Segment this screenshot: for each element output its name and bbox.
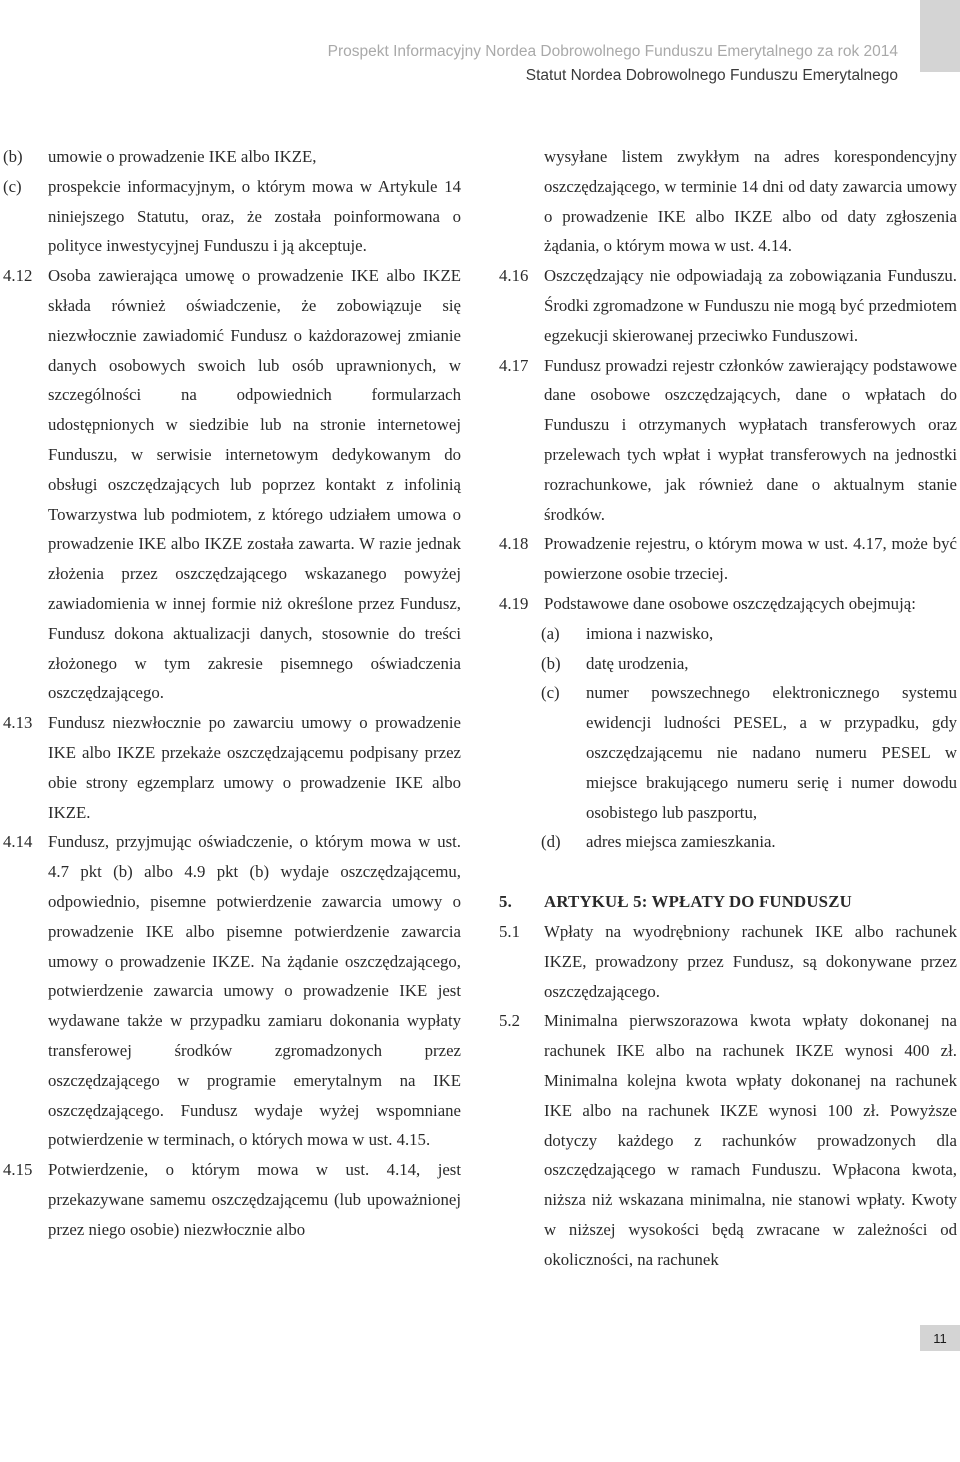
paragraph-4-18	[499, 529, 957, 589]
paragraph-number: 5.1	[499, 921, 520, 941]
paragraph-4-12	[3, 261, 461, 708]
page-number: 11	[920, 1325, 960, 1351]
paragraph-4-14	[3, 827, 461, 1155]
paragraph-text: Potwierdzenie, o którym mowa w ust. 4.14, jest przekazywane samemu oszczędzającemu (lub upoważnionej przez niego osobie) niezwłocznie albo	[48, 1160, 461, 1239]
list-text: prospekcie informacyjnym, o którym mowa w Artykule 14 niniejszego Statutu, oraz, że została poinformowana o polityce inwestycyjnej Funduszu i ją akceptuje.	[48, 176, 461, 256]
paragraph-text: Prowadzenie rejestru, o którym mowa w ust. 4.17, może być powierzone osobie trzeciej.	[544, 534, 957, 584]
paragraph-number: 4.18	[499, 534, 529, 554]
paragraph-number: 4.14	[3, 832, 33, 852]
list-letter: (c)	[541, 683, 560, 703]
list-text: datę urodzenia,	[586, 653, 689, 673]
paragraph-5-2	[499, 1006, 957, 1274]
page-header	[328, 40, 898, 88]
list-letter: (b)	[541, 653, 561, 673]
list-letter: (a)	[541, 623, 560, 643]
paragraph-4-17	[499, 351, 957, 530]
list-item	[499, 649, 957, 679]
paragraph-number: 4.13	[3, 713, 33, 733]
paragraph-4-13	[3, 708, 461, 827]
paragraph-number: 4.15	[3, 1160, 33, 1180]
paragraph-number: 4.17	[499, 355, 529, 375]
list-item	[499, 678, 957, 827]
paragraph-number: 4.19	[499, 593, 529, 613]
right-column	[499, 142, 957, 1274]
paragraph-text: Wpłaty na wyodrębniony rachunek IKE albo rachunek IKZE, prowadzony przez Fundusz, są dokonywane przez oszczędzającego.	[544, 921, 957, 1001]
paragraph-number: 4.16	[499, 266, 529, 286]
left-column	[3, 142, 461, 1244]
paragraph-text: Fundusz, przyjmując oświadczenie, o którym mowa w ust. 4.7 pkt (b) albo 4.9 pkt (b) wydaje oszczędzającemu, odpowiednio, pisemne potwierdzenie zawarcia umowy o prowadzenie IKE albo pisemne potwierdzenie zawarcia umowy o prowadzenie IKZE. Na żądanie oszczędzającego, potwierdzenie zawarcia umowy o prowadzenie IKE jest wydawane także w przypadku zamiaru dokonania wypłaty transferowej środków zgromadzonych przez oszczędzającego w programie emerytalnym na IKE oszczędzającego. Fundusz wydaje wyżej wspomniane potwierdzenie w terminach, o których mowa w ust. 4.15.	[48, 832, 461, 1150]
list-text: adres miejsca zamieszkania.	[586, 832, 776, 852]
list-item	[499, 827, 957, 857]
paragraph-4-19	[499, 589, 957, 619]
paragraph-number: 5.2	[499, 1011, 520, 1031]
list-letter: (d)	[541, 832, 561, 852]
paragraph-4-15-continued	[499, 142, 957, 261]
list-item-b	[3, 142, 461, 172]
paragraph-4-16	[499, 261, 957, 350]
paragraph-4-15	[3, 1155, 461, 1244]
paragraph-5-1	[499, 917, 957, 1006]
paragraph-text: Minimalna pierwszorazowa kwota wpłaty dokonanej na rachunek IKE albo na rachunek IKZE wynosi 400 zł. Minimalna kolejna kwota wpłaty dokonanej na rachunek IKE albo na rachunek IKZE wynosi 100 zł. Powyższe dotyczy każdego z rachunków prowadzonych dla oszczędzającego w ramach Funduszu. Wpłacona kwota, niższa niż wskazana minimalna, nie stanowi wpłaty. Kwoty w niższej wysokości będą zwracane w zależności od okoliczności, na rachunek	[544, 1011, 957, 1269]
paragraph-text: Podstawowe dane osobowe oszczędzających obejmują:	[544, 593, 916, 613]
paragraph-text: Osoba zawierająca umowę o prowadzenie IKE albo IKZE składa również oświadczenie, że zobowiązuje się niezwłocznie zawiadomić Fundusz o każdorazowej zmianie danych osobowych swoich lub osób uprawnionych, w szczególności na odpowiednich formularzach udostępnionych w siedzibie lub na stronie internetowej Funduszu, w serwisie internetowym dedykowanym do obsługi oszczędzających lub poprzez kontakt z infolinią Towarzystwa lub podmiotem, z którego udziałem umowa o prowadzenie IKE albo IKZE została zawarta. W razie jednak złożenia przez oszczędzającego wskazanego powyżej zawiadomienia w innej formie niż określone przez Fundusz, Fundusz dokona aktualizacji danych, stosownie do treści złożonego w tym zakresie pisemnego oświadczenia oszczędzającego.	[48, 266, 461, 703]
section-number: 5.	[499, 892, 512, 912]
header-statute-title: Statut Nordea Dobrowolnego Funduszu Emerytalnego	[525, 67, 898, 84]
list-item	[499, 619, 957, 649]
list-text: numer powszechnego elektronicznego systemu ewidencji ludności PESEL, a w przypadku, gdy oszczędzającemu nie nadano numeru PESEL w miejsce brakującego numeru serię i numer dowodu osobistego lub paszportu,	[586, 683, 957, 822]
personal-data-list	[499, 619, 957, 857]
paragraph-text: Fundusz prowadzi rejestr członków zawierający podstawowe dane osobowe oszczędzających, dane o wpłatach do Funduszu i otrzymanych wypłatach transferowych oraz przelewach tych wpłat i wypłat transferowych na jednostki rozrachunkowe, jak również dane o aktualnym stanie środków.	[544, 355, 957, 524]
list-letter: (b)	[3, 147, 23, 166]
header-prospectus-title: Prospekt Informacyjny Nordea Dobrowolnego Funduszu Emerytalnego za rok 2014	[327, 43, 898, 60]
paragraph-text: wysyłane listem zwykłym na adres korespondencyjny oszczędzającego, w terminie 14 dni od daty zawarcia umowy o prowadzenie IKE albo IKZE albo od daty zgłoszenia żądania, o którym mowa w ust. 4.14.	[544, 147, 957, 256]
list-text: umowie o prowadzenie IKE albo IKZE,	[48, 147, 317, 166]
section-heading	[499, 887, 957, 917]
list-text: imiona i nazwisko,	[586, 623, 714, 643]
header-tab-decoration	[920, 0, 960, 72]
paragraph-text: Fundusz niezwłocznie po zawarciu umowy o prowadzenie IKE albo IKZE przekaże oszczędzającemu podpisany przez obie strony egzemplarz umowy o prowadzenie IKE albo IKZE.	[48, 713, 461, 822]
section-title: ARTYKUŁ 5: WPŁATY DO FUNDUSZU	[544, 892, 852, 912]
paragraph-text: Oszczędzający nie odpowiadają za zobowiązania Funduszu. Środki zgromadzone w Funduszu nie mogą być przedmiotem egzekucji skierowanej przeciwko Funduszowi.	[544, 266, 957, 345]
paragraph-number: 4.12	[3, 266, 33, 286]
list-item-c	[3, 172, 461, 261]
list-letter: (c)	[3, 176, 22, 196]
